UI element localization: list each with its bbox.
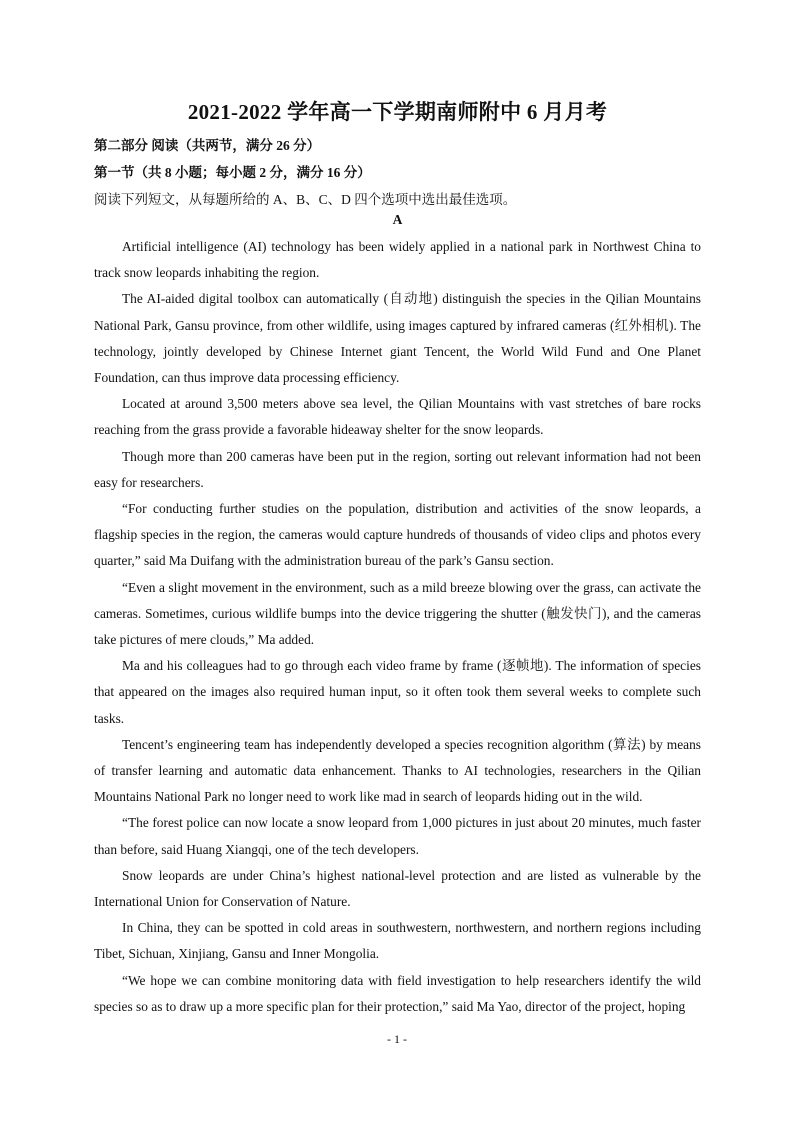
section-heading: 第一节（共 8 小题；每小题 2 分，满分 16 分） [94, 165, 371, 180]
paragraph: Ma and his colleagues had to go through each video frame by frame (逐帧地). The information of species that appeared on the images also required human input, so it often took them several weeks to complete such tasks. [94, 658, 701, 726]
passage-label: A [392, 212, 403, 227]
part-heading: 第二部分 阅读（共两节，满分 26 分） [94, 138, 321, 153]
paragraph: The AI-aided digital toolbox can automatically (自动地) distinguish the species in the Qilian Mountains National Park, Gansu province, from other wildlife, using images captured by infrared cameras (红外相机). The technology, jointly developed by Chinese Internet giant Tencent, the World Wild Fund and One Planet Foundation, can thus improve data processing efficiency. [94, 291, 701, 386]
paragraph: “For conducting further studies on the population, distribution and activities of the snow leopards, a flagship species in the region, the cameras would capture hundreds of thousands of video clips and photos every quarter,” said Ma Duifang with the administration bureau of the park’s Gansu section. [94, 501, 701, 569]
paragraph: In China, they can be spotted in cold areas in southwestern, northwestern, and northern regions including Tibet, Sichuan, Xinjiang, Gansu and Inner Mongolia. [94, 920, 701, 962]
paragraph: “The forest police can now locate a snow leopard from 1,000 pictures in just about 20 minutes, much faster than before, said Huang Xiangqi, one of the tech developers. [94, 815, 701, 857]
paragraph: Located at around 3,500 meters above sea level, the Qilian Mountains with vast stretches of bare rocks reaching from the grass provide a favorable hideaway shelter for the snow leopards. [94, 396, 701, 438]
page-title: 2021-2022 学年高一下学期南师附中 6 月月考 [187, 100, 608, 124]
paragraph: “We hope we can combine monitoring data with field investigation to help researchers identify the wild species so as to draw up a more specific plan for their protection,” said Ma Yao, director of the project, hoping [94, 972, 701, 1014]
document-page [94, 98, 701, 1020]
paragraph: Snow leopards are under China’s highest national-level protection and are listed as vulnerable by the International Union for Conservation of Nature. [94, 867, 701, 910]
paragraph: “Even a slight movement in the environment, such as a mild breeze blowing over the grass, can activate the cameras. Sometimes, curious wildlife bumps into the device triggering the shutter (触发快门), and the cameras take pictures of mere clouds,” Ma added. [94, 579, 701, 648]
passage-body [94, 234, 701, 1020]
paragraph: Artificial intelligence (AI) technology has been widely applied in a national park in Northwest China to track snow leopards inhabiting the region. [94, 239, 701, 281]
instruction-text: 阅读下列短文，从每题所给的 A、B、C、D 四个选项中选出最佳选项。 [94, 192, 517, 207]
paragraph: Though more than 200 cameras have been put in the region, sorting out relevant information had not been easy for researchers. [94, 448, 701, 490]
paragraph: Tencent’s engineering team has independently developed a species recognition algorithm (算法) by means of transfer learning and automatic data enhancement. Thanks to AI technologies, researchers in the Qilian Mountains National Park no longer need to work like mad in search of leopards hiding out in the wild. [94, 736, 701, 805]
page-number: - 1 - [387, 1032, 407, 1046]
